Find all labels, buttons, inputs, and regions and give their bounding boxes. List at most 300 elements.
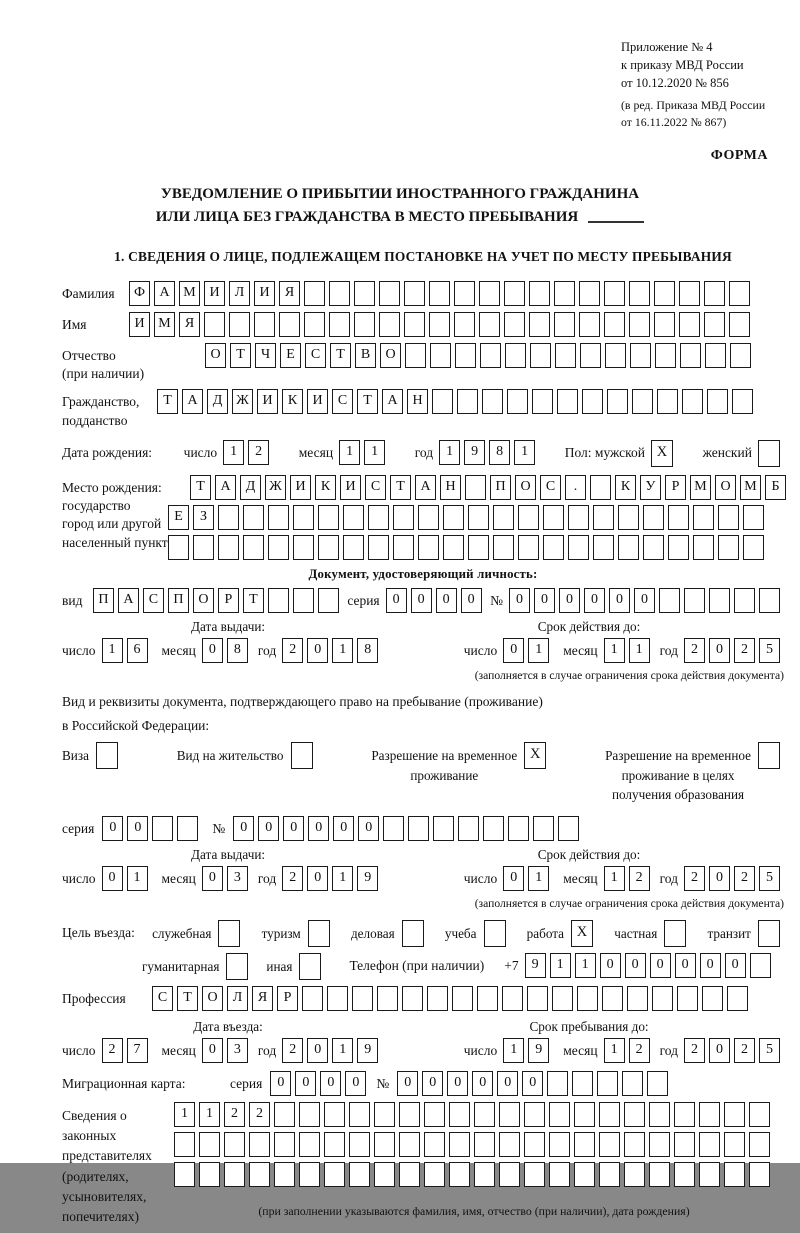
- res-valid-day-cells[interactable]: [503, 866, 553, 891]
- char-cell[interactable]: Д: [207, 389, 228, 414]
- char-cell[interactable]: 2: [282, 866, 303, 891]
- char-cell[interactable]: А: [382, 389, 403, 414]
- purpose-tourism-checkbox[interactable]: [308, 920, 334, 947]
- char-cell[interactable]: [226, 953, 248, 980]
- char-cell[interactable]: С: [305, 343, 326, 368]
- char-cell[interactable]: 2: [102, 1038, 123, 1063]
- char-cell[interactable]: [674, 1132, 695, 1157]
- char-cell[interactable]: [602, 986, 623, 1011]
- name-cells[interactable]: [129, 312, 754, 337]
- char-cell[interactable]: 0: [307, 866, 328, 891]
- char-cell[interactable]: П: [168, 588, 189, 613]
- char-cell[interactable]: [249, 1132, 270, 1157]
- char-cell[interactable]: [349, 1162, 370, 1187]
- residence-series-cells[interactable]: [102, 816, 202, 841]
- char-cell[interactable]: 0: [258, 816, 279, 841]
- char-cell[interactable]: [374, 1102, 395, 1127]
- char-cell[interactable]: Я: [179, 312, 200, 337]
- char-cell[interactable]: [574, 1102, 595, 1127]
- char-cell[interactable]: [618, 505, 639, 530]
- char-cell[interactable]: [709, 588, 730, 613]
- char-cell[interactable]: [293, 588, 314, 613]
- char-cell[interactable]: [624, 1102, 645, 1127]
- char-cell[interactable]: 0: [609, 588, 630, 613]
- char-cell[interactable]: [543, 535, 564, 560]
- char-cell[interactable]: [402, 920, 424, 947]
- char-cell[interactable]: Н: [407, 389, 428, 414]
- char-cell[interactable]: [758, 440, 780, 467]
- purpose-work-checkbox[interactable]: [571, 920, 597, 947]
- char-cell[interactable]: 2: [282, 1038, 303, 1063]
- char-cell[interactable]: [274, 1162, 295, 1187]
- char-cell[interactable]: 2: [629, 866, 650, 891]
- char-cell[interactable]: [429, 281, 450, 306]
- char-cell[interactable]: И: [254, 281, 275, 306]
- char-cell[interactable]: [730, 343, 751, 368]
- char-cell[interactable]: 1: [339, 440, 360, 465]
- char-cell[interactable]: 9: [525, 953, 546, 978]
- char-cell[interactable]: [629, 312, 650, 337]
- char-cell[interactable]: [750, 953, 771, 978]
- char-cell[interactable]: [268, 588, 289, 613]
- migration-series-cells[interactable]: [270, 1071, 370, 1096]
- char-cell[interactable]: 0: [320, 1071, 341, 1096]
- char-cell[interactable]: [579, 312, 600, 337]
- char-cell[interactable]: 0: [534, 588, 555, 613]
- char-cell[interactable]: [549, 1162, 570, 1187]
- char-cell[interactable]: 6: [127, 638, 148, 663]
- representatives-cells-row2[interactable]: [174, 1132, 774, 1157]
- char-cell[interactable]: 0: [559, 588, 580, 613]
- char-cell[interactable]: [343, 505, 364, 530]
- char-cell[interactable]: [443, 535, 464, 560]
- char-cell[interactable]: 0: [709, 638, 730, 663]
- char-cell[interactable]: 2: [249, 1102, 270, 1127]
- char-cell[interactable]: 0: [497, 1071, 518, 1096]
- char-cell[interactable]: [724, 1132, 745, 1157]
- char-cell[interactable]: И: [290, 475, 311, 500]
- char-cell[interactable]: [404, 312, 425, 337]
- char-cell[interactable]: [677, 986, 698, 1011]
- char-cell[interactable]: [729, 281, 750, 306]
- char-cell[interactable]: [630, 343, 651, 368]
- char-cell[interactable]: [477, 986, 498, 1011]
- birthplace-cells-row3[interactable]: [168, 535, 790, 560]
- char-cell[interactable]: Ж: [265, 475, 286, 500]
- char-cell[interactable]: [718, 535, 739, 560]
- char-cell[interactable]: 1: [604, 1038, 625, 1063]
- char-cell[interactable]: [643, 535, 664, 560]
- char-cell[interactable]: [493, 505, 514, 530]
- char-cell[interactable]: М: [154, 312, 175, 337]
- char-cell[interactable]: 2: [248, 440, 269, 465]
- char-cell[interactable]: [174, 1162, 195, 1187]
- char-cell[interactable]: [402, 986, 423, 1011]
- char-cell[interactable]: 0: [522, 1071, 543, 1096]
- char-cell[interactable]: [549, 1132, 570, 1157]
- char-cell[interactable]: [318, 505, 339, 530]
- char-cell[interactable]: [304, 312, 325, 337]
- char-cell[interactable]: [383, 816, 404, 841]
- char-cell[interactable]: [530, 343, 551, 368]
- char-cell[interactable]: Т: [357, 389, 378, 414]
- char-cell[interactable]: 2: [282, 638, 303, 663]
- char-cell[interactable]: 0: [308, 816, 329, 841]
- char-cell[interactable]: [293, 505, 314, 530]
- char-cell[interactable]: [652, 986, 673, 1011]
- char-cell[interactable]: Д: [240, 475, 261, 500]
- char-cell[interactable]: [759, 588, 780, 613]
- char-cell[interactable]: [743, 535, 764, 560]
- char-cell[interactable]: [574, 1162, 595, 1187]
- char-cell[interactable]: С: [143, 588, 164, 613]
- char-cell[interactable]: [679, 312, 700, 337]
- char-cell[interactable]: [582, 389, 603, 414]
- char-cell[interactable]: 0: [709, 1038, 730, 1063]
- char-cell[interactable]: 1: [604, 866, 625, 891]
- char-cell[interactable]: И: [340, 475, 361, 500]
- purpose-transit-checkbox[interactable]: [758, 920, 784, 947]
- char-cell[interactable]: [377, 986, 398, 1011]
- char-cell[interactable]: 0: [270, 1071, 291, 1096]
- char-cell[interactable]: [693, 535, 714, 560]
- char-cell[interactable]: [274, 1132, 295, 1157]
- char-cell[interactable]: [379, 281, 400, 306]
- char-cell[interactable]: [580, 343, 601, 368]
- char-cell[interactable]: [558, 816, 579, 841]
- char-cell[interactable]: [249, 1162, 270, 1187]
- char-cell[interactable]: 0: [233, 816, 254, 841]
- issue-day-cells[interactable]: [102, 638, 152, 663]
- char-cell[interactable]: [505, 343, 526, 368]
- issue-month-cells[interactable]: [202, 638, 252, 663]
- char-cell[interactable]: 1: [604, 638, 625, 663]
- char-cell[interactable]: [727, 986, 748, 1011]
- char-cell[interactable]: 0: [725, 953, 746, 978]
- char-cell[interactable]: 0: [102, 816, 123, 841]
- char-cell[interactable]: [349, 1102, 370, 1127]
- char-cell[interactable]: [368, 535, 389, 560]
- char-cell[interactable]: А: [415, 475, 436, 500]
- char-cell[interactable]: [679, 281, 700, 306]
- char-cell[interactable]: Я: [279, 281, 300, 306]
- char-cell[interactable]: [654, 281, 675, 306]
- char-cell[interactable]: 0: [102, 866, 123, 891]
- char-cell[interactable]: 7: [127, 1038, 148, 1063]
- char-cell[interactable]: [449, 1162, 470, 1187]
- char-cell[interactable]: [699, 1132, 720, 1157]
- char-cell[interactable]: 2: [734, 1038, 755, 1063]
- char-cell[interactable]: О: [205, 343, 226, 368]
- char-cell[interactable]: [624, 1162, 645, 1187]
- char-cell[interactable]: [424, 1132, 445, 1157]
- char-cell[interactable]: 0: [436, 588, 457, 613]
- char-cell[interactable]: [368, 505, 389, 530]
- char-cell[interactable]: [499, 1162, 520, 1187]
- char-cell[interactable]: [457, 389, 478, 414]
- entry-month-cells[interactable]: [202, 1038, 252, 1063]
- char-cell[interactable]: [324, 1162, 345, 1187]
- char-cell[interactable]: У: [640, 475, 661, 500]
- char-cell[interactable]: [599, 1162, 620, 1187]
- char-cell[interactable]: 3: [227, 866, 248, 891]
- char-cell[interactable]: [647, 1071, 668, 1096]
- char-cell[interactable]: [204, 312, 225, 337]
- purpose-private-checkbox[interactable]: [664, 920, 690, 947]
- char-cell[interactable]: [354, 312, 375, 337]
- doc-number-cells[interactable]: [509, 588, 784, 613]
- birthplace-cells-row1[interactable]: [190, 475, 790, 500]
- res-valid-month-cells[interactable]: [604, 866, 654, 891]
- char-cell[interactable]: 0: [283, 816, 304, 841]
- char-cell[interactable]: К: [315, 475, 336, 500]
- char-cell[interactable]: [399, 1102, 420, 1127]
- char-cell[interactable]: [624, 1132, 645, 1157]
- char-cell[interactable]: 8: [489, 440, 510, 465]
- char-cell[interactable]: [699, 1162, 720, 1187]
- purpose-other-checkbox[interactable]: [299, 953, 325, 980]
- char-cell[interactable]: 0: [600, 953, 621, 978]
- char-cell[interactable]: [243, 505, 264, 530]
- char-cell[interactable]: [499, 1132, 520, 1157]
- char-cell[interactable]: 0: [202, 866, 223, 891]
- char-cell[interactable]: [268, 535, 289, 560]
- char-cell[interactable]: [399, 1132, 420, 1157]
- char-cell[interactable]: 0: [202, 638, 223, 663]
- char-cell[interactable]: 0: [345, 1071, 366, 1096]
- char-cell[interactable]: Б: [765, 475, 786, 500]
- char-cell[interactable]: [682, 389, 703, 414]
- char-cell[interactable]: [405, 343, 426, 368]
- char-cell[interactable]: А: [215, 475, 236, 500]
- char-cell[interactable]: 0: [295, 1071, 316, 1096]
- char-cell[interactable]: 8: [357, 638, 378, 663]
- char-cell[interactable]: 1: [439, 440, 460, 465]
- char-cell[interactable]: 1: [332, 1038, 353, 1063]
- char-cell[interactable]: [408, 816, 429, 841]
- char-cell[interactable]: [749, 1102, 770, 1127]
- sex-female-checkbox[interactable]: [758, 440, 784, 467]
- char-cell[interactable]: [597, 1071, 618, 1096]
- char-cell[interactable]: [724, 1162, 745, 1187]
- purpose-business-checkbox[interactable]: [402, 920, 428, 947]
- char-cell[interactable]: [174, 1132, 195, 1157]
- char-cell[interactable]: О: [380, 343, 401, 368]
- char-cell[interactable]: X: [571, 920, 593, 947]
- phone-cells[interactable]: [525, 953, 775, 978]
- char-cell[interactable]: 0: [634, 588, 655, 613]
- char-cell[interactable]: [418, 535, 439, 560]
- char-cell[interactable]: [418, 505, 439, 530]
- char-cell[interactable]: [218, 920, 240, 947]
- char-cell[interactable]: [299, 1132, 320, 1157]
- char-cell[interactable]: [649, 1162, 670, 1187]
- char-cell[interactable]: Р: [218, 588, 239, 613]
- char-cell[interactable]: [199, 1132, 220, 1157]
- char-cell[interactable]: [455, 343, 476, 368]
- char-cell[interactable]: И: [204, 281, 225, 306]
- char-cell[interactable]: [458, 816, 479, 841]
- char-cell[interactable]: [393, 535, 414, 560]
- char-cell[interactable]: [343, 535, 364, 560]
- char-cell[interactable]: 1: [223, 440, 244, 465]
- char-cell[interactable]: Р: [277, 986, 298, 1011]
- char-cell[interactable]: [507, 389, 528, 414]
- char-cell[interactable]: 0: [584, 588, 605, 613]
- char-cell[interactable]: [529, 281, 550, 306]
- char-cell[interactable]: [572, 1071, 593, 1096]
- char-cell[interactable]: [177, 816, 198, 841]
- char-cell[interactable]: Т: [330, 343, 351, 368]
- char-cell[interactable]: О: [202, 986, 223, 1011]
- char-cell[interactable]: Л: [227, 986, 248, 1011]
- char-cell[interactable]: 2: [684, 638, 705, 663]
- char-cell[interactable]: [577, 986, 598, 1011]
- char-cell[interactable]: [427, 986, 448, 1011]
- birth-month-cells[interactable]: [339, 440, 389, 465]
- char-cell[interactable]: 1: [629, 638, 650, 663]
- char-cell[interactable]: [304, 281, 325, 306]
- char-cell[interactable]: [729, 312, 750, 337]
- char-cell[interactable]: Н: [440, 475, 461, 500]
- char-cell[interactable]: 0: [333, 816, 354, 841]
- char-cell[interactable]: [552, 986, 573, 1011]
- visa-checkbox[interactable]: [96, 742, 122, 769]
- citizenship-cells[interactable]: [157, 389, 757, 414]
- char-cell[interactable]: 0: [127, 816, 148, 841]
- res-issue-day-cells[interactable]: [102, 866, 152, 891]
- char-cell[interactable]: [218, 535, 239, 560]
- char-cell[interactable]: [668, 505, 689, 530]
- temporary-residence-checkbox[interactable]: [524, 742, 550, 769]
- char-cell[interactable]: Я: [252, 986, 273, 1011]
- char-cell[interactable]: [702, 986, 723, 1011]
- stay-month-cells[interactable]: [604, 1038, 654, 1063]
- char-cell[interactable]: 1: [332, 866, 353, 891]
- char-cell[interactable]: [543, 505, 564, 530]
- char-cell[interactable]: С: [540, 475, 561, 500]
- char-cell[interactable]: 1: [127, 866, 148, 891]
- char-cell[interactable]: [318, 535, 339, 560]
- entry-year-cells[interactable]: [282, 1038, 382, 1063]
- char-cell[interactable]: 2: [734, 638, 755, 663]
- char-cell[interactable]: 1: [528, 866, 549, 891]
- doc-kind-cells[interactable]: [93, 588, 343, 613]
- char-cell[interactable]: [734, 588, 755, 613]
- temporary-residence-education-checkbox[interactable]: [758, 742, 784, 769]
- char-cell[interactable]: [354, 281, 375, 306]
- char-cell[interactable]: [704, 281, 725, 306]
- char-cell[interactable]: [454, 312, 475, 337]
- char-cell[interactable]: [479, 281, 500, 306]
- char-cell[interactable]: [593, 505, 614, 530]
- char-cell[interactable]: 0: [472, 1071, 493, 1096]
- char-cell[interactable]: 0: [650, 953, 671, 978]
- char-cell[interactable]: [279, 312, 300, 337]
- char-cell[interactable]: 1: [102, 638, 123, 663]
- char-cell[interactable]: [152, 816, 173, 841]
- char-cell[interactable]: [96, 742, 118, 769]
- char-cell[interactable]: [299, 1162, 320, 1187]
- char-cell[interactable]: [352, 986, 373, 1011]
- char-cell[interactable]: [699, 1102, 720, 1127]
- char-cell[interactable]: В: [355, 343, 376, 368]
- char-cell[interactable]: А: [154, 281, 175, 306]
- char-cell[interactable]: 0: [386, 588, 407, 613]
- char-cell[interactable]: Е: [280, 343, 301, 368]
- char-cell[interactable]: [743, 505, 764, 530]
- representatives-cells-row1[interactable]: [174, 1102, 774, 1127]
- char-cell[interactable]: П: [490, 475, 511, 500]
- char-cell[interactable]: [684, 588, 705, 613]
- char-cell[interactable]: 2: [734, 866, 755, 891]
- char-cell[interactable]: [664, 920, 686, 947]
- char-cell[interactable]: Т: [190, 475, 211, 500]
- char-cell[interactable]: .: [565, 475, 586, 500]
- char-cell[interactable]: [327, 986, 348, 1011]
- char-cell[interactable]: [668, 535, 689, 560]
- char-cell[interactable]: 3: [227, 1038, 248, 1063]
- char-cell[interactable]: [527, 986, 548, 1011]
- char-cell[interactable]: Т: [390, 475, 411, 500]
- char-cell[interactable]: [749, 1132, 770, 1157]
- char-cell[interactable]: 0: [461, 588, 482, 613]
- char-cell[interactable]: [674, 1102, 695, 1127]
- char-cell[interactable]: [724, 1102, 745, 1127]
- char-cell[interactable]: [449, 1102, 470, 1127]
- char-cell[interactable]: [568, 535, 589, 560]
- char-cell[interactable]: [229, 312, 250, 337]
- char-cell[interactable]: [299, 953, 321, 980]
- char-cell[interactable]: [599, 1132, 620, 1157]
- char-cell[interactable]: [399, 1162, 420, 1187]
- char-cell[interactable]: [627, 986, 648, 1011]
- char-cell[interactable]: 0: [447, 1071, 468, 1096]
- char-cell[interactable]: А: [182, 389, 203, 414]
- char-cell[interactable]: 0: [422, 1071, 443, 1096]
- char-cell[interactable]: 5: [759, 1038, 780, 1063]
- valid-month-cells[interactable]: [604, 638, 654, 663]
- char-cell[interactable]: X: [651, 440, 673, 467]
- char-cell[interactable]: [649, 1102, 670, 1127]
- birthplace-cells-row2[interactable]: [168, 505, 790, 530]
- char-cell[interactable]: 9: [357, 866, 378, 891]
- char-cell[interactable]: [493, 535, 514, 560]
- char-cell[interactable]: [604, 312, 625, 337]
- char-cell[interactable]: [424, 1102, 445, 1127]
- char-cell[interactable]: [168, 535, 189, 560]
- char-cell[interactable]: 0: [700, 953, 721, 978]
- char-cell[interactable]: 0: [625, 953, 646, 978]
- stay-day-cells[interactable]: [503, 1038, 553, 1063]
- char-cell[interactable]: И: [257, 389, 278, 414]
- char-cell[interactable]: З: [193, 505, 214, 530]
- residence-permit-checkbox[interactable]: [291, 742, 317, 769]
- char-cell[interactable]: [299, 1102, 320, 1127]
- char-cell[interactable]: [502, 986, 523, 1011]
- char-cell[interactable]: [429, 312, 450, 337]
- char-cell[interactable]: А: [118, 588, 139, 613]
- char-cell[interactable]: И: [129, 312, 150, 337]
- birth-year-cells[interactable]: [439, 440, 539, 465]
- char-cell[interactable]: [349, 1132, 370, 1157]
- char-cell[interactable]: X: [524, 742, 546, 769]
- patronymic-cells[interactable]: [205, 343, 755, 368]
- surname-cells[interactable]: [129, 281, 754, 306]
- char-cell[interactable]: 1: [199, 1102, 220, 1127]
- char-cell[interactable]: [379, 312, 400, 337]
- migration-number-cells[interactable]: [397, 1071, 672, 1096]
